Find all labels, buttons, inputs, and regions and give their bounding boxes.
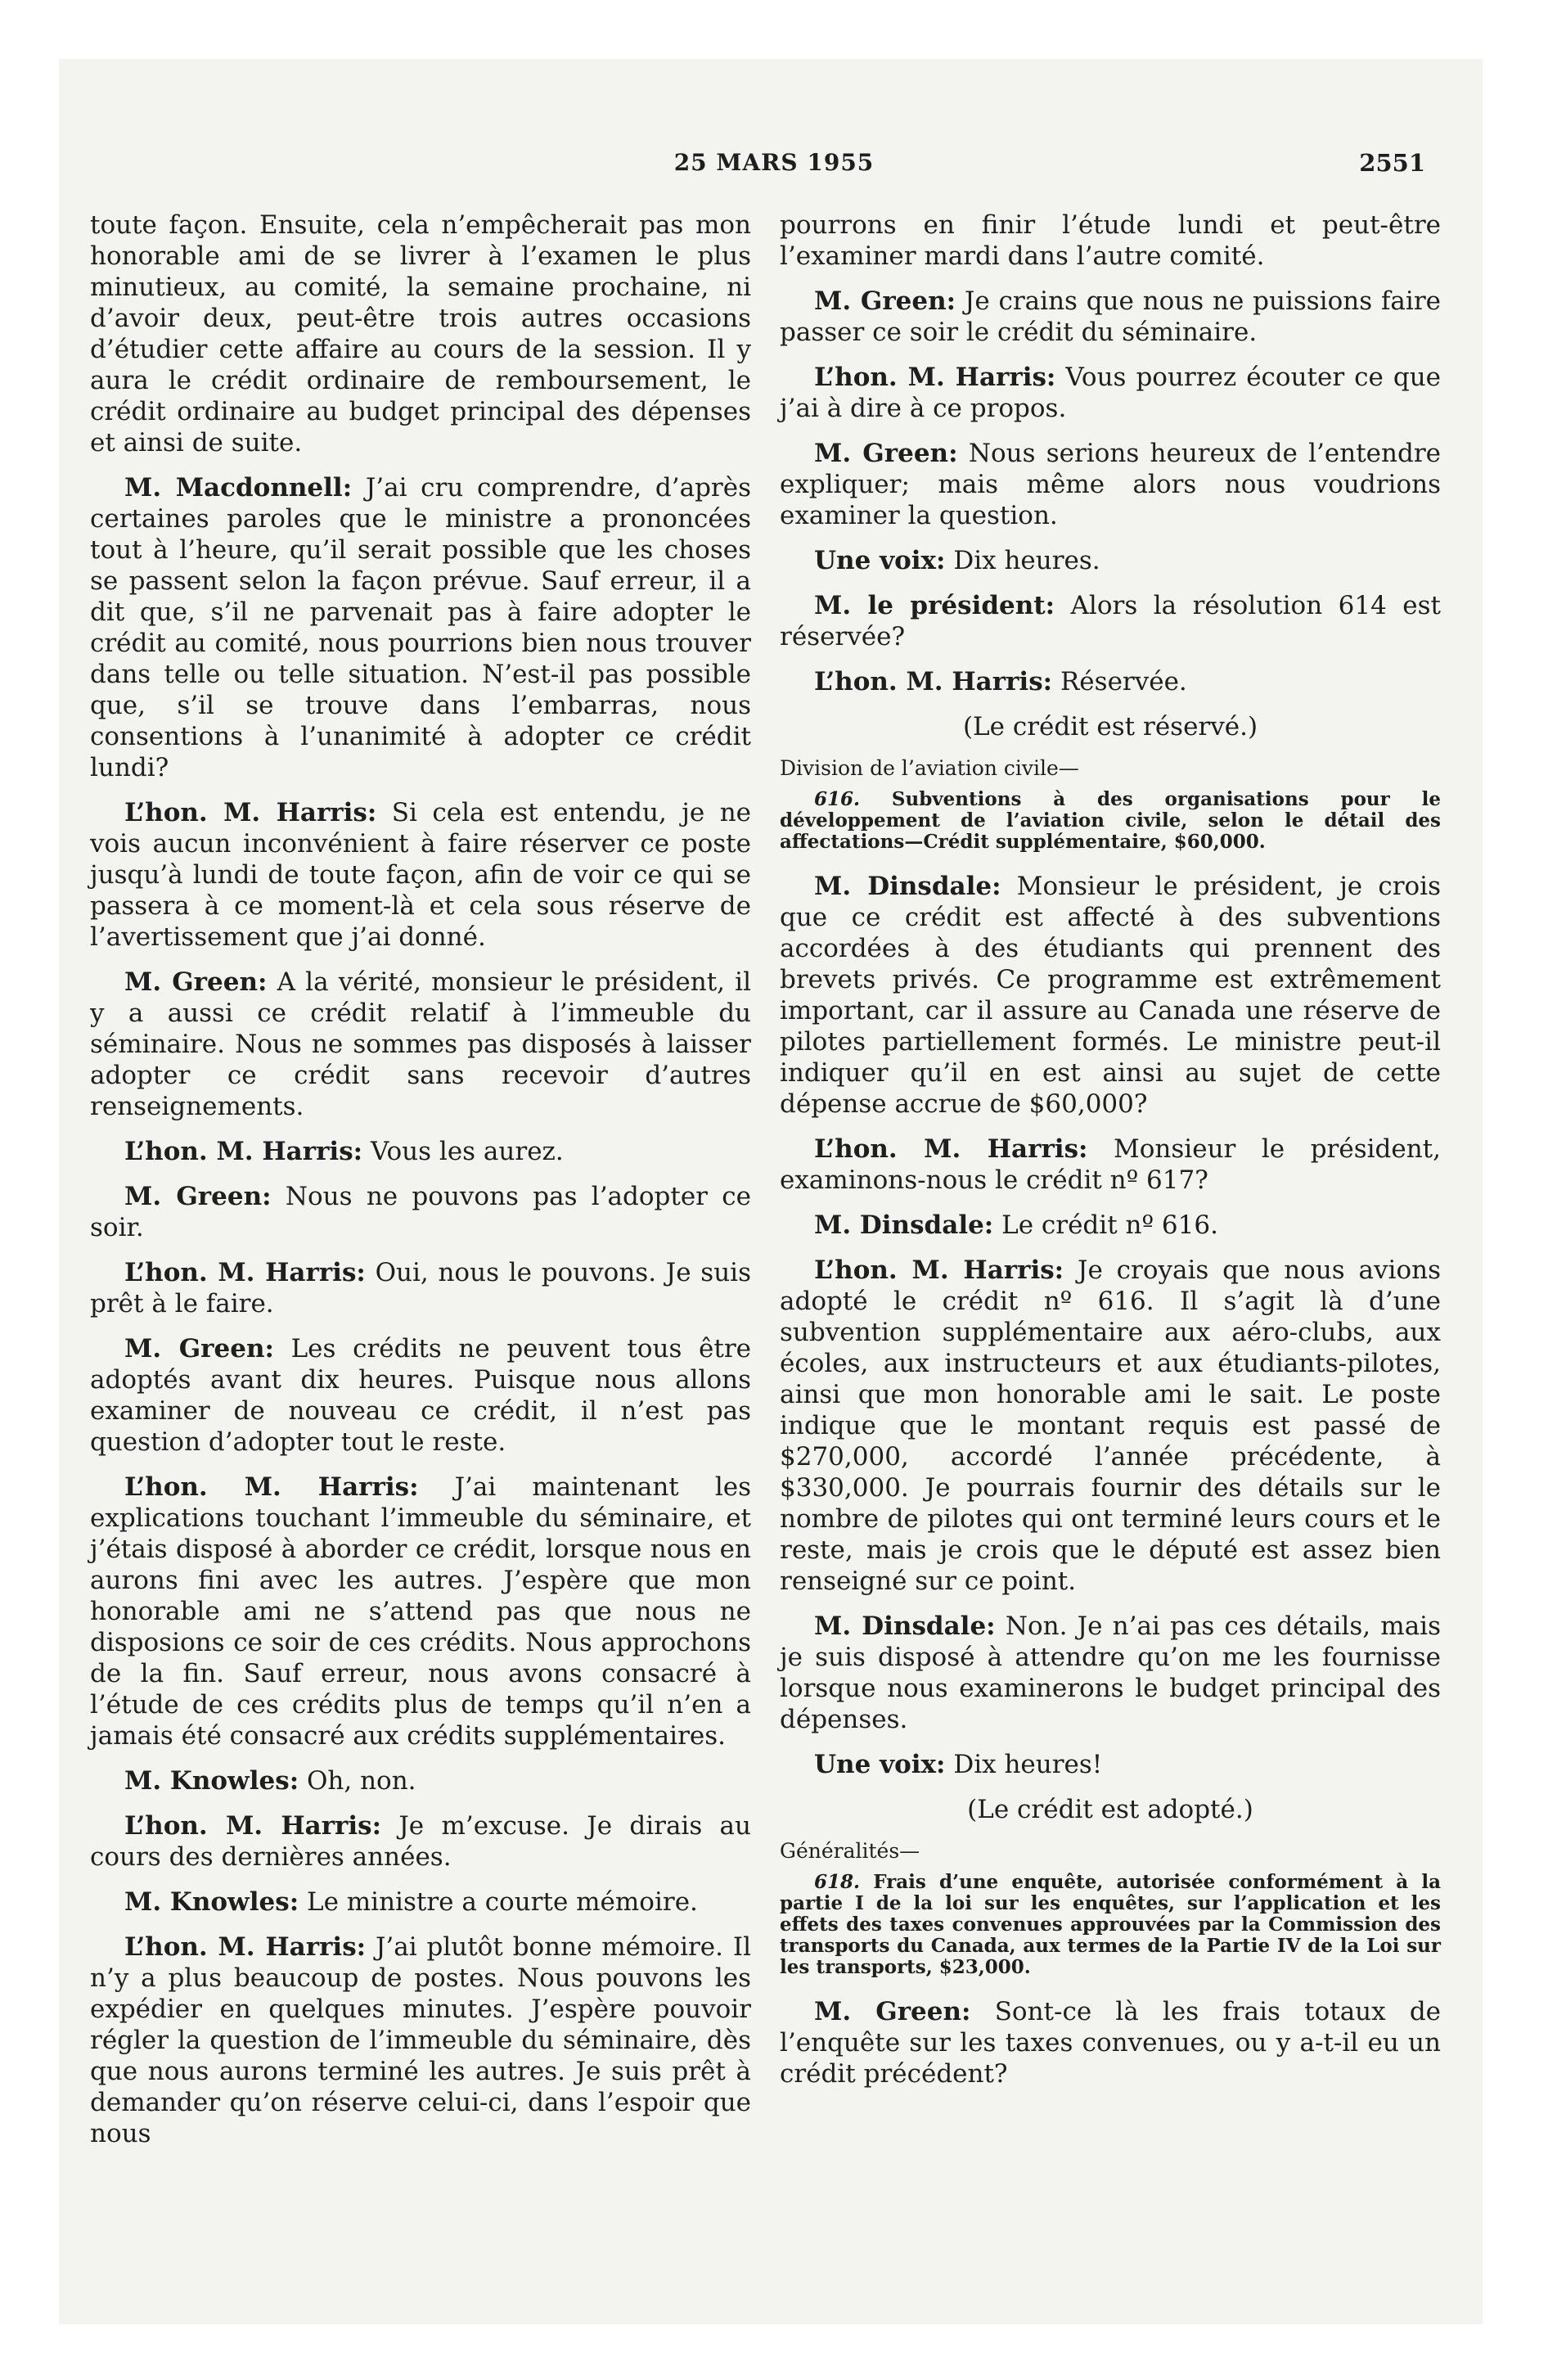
note-text: (Le crédit est adopté.) bbox=[967, 1795, 1253, 1824]
speaker-name: M. Dinsdale: bbox=[814, 1210, 994, 1240]
speech-text: Le crédit nº 616. bbox=[1001, 1210, 1218, 1240]
heading-text: Généralités— bbox=[780, 1839, 920, 1863]
speech-text: Nous ne pouvons pas l’adopter ce soir. bbox=[90, 1182, 751, 1242]
section-heading bbox=[780, 1839, 1441, 1864]
speaker-name: Une voix: bbox=[814, 546, 946, 575]
speech-paragraph bbox=[780, 666, 1441, 697]
speaker-name: M. Green: bbox=[814, 439, 958, 468]
speech-text: Vous pourrez écouter ce que j’ai à dire à ce propos. bbox=[780, 363, 1442, 423]
speech-text: Je crains que nous ne puissions faire passer ce soir le crédit du séminaire. bbox=[780, 286, 1441, 347]
speaker-name: M. Macdonnell: bbox=[124, 473, 353, 503]
speech-text: Nous serions heureux de l’entendre expliquer; mais même alors nous voudrions examiner la question. bbox=[780, 439, 1441, 530]
note-text: (Le crédit est réservé.) bbox=[962, 712, 1258, 741]
speech-paragraph bbox=[90, 797, 751, 953]
speech-text: Je croyais que nous avions adopté le crédit nº 616. Il s’agit là d’une subvention supplémentaire aux aéro-clubs, aux écoles, aux instructeurs et aux étudiants-pilotes, ainsi que mon honorable ami le sait. Le poste indique que le montant requis est passé de $270,000, accordé l’année précédente, à $330,000. Je pourrais fournir des détails sur le nombre de pilotes qui ont terminé leurs cours et le reste, mais je crois que le député est assez bien renseigné sur ce point. bbox=[780, 1255, 1442, 1596]
speaker-name: L’hon. M. Harris: bbox=[814, 667, 1053, 696]
speech-paragraph bbox=[90, 1333, 751, 1458]
speaker-name: L’hon. M. Harris: bbox=[814, 1134, 1088, 1164]
speaker-name: L’hon. M. Harris: bbox=[124, 1258, 366, 1287]
speaker-name: M. Dinsdale: bbox=[814, 872, 1001, 901]
section-heading bbox=[780, 756, 1441, 781]
speech-paragraph bbox=[780, 1996, 1441, 2089]
continued-paragraph bbox=[780, 210, 1441, 272]
speech-paragraph bbox=[780, 362, 1441, 424]
speech-paragraph bbox=[90, 967, 751, 1122]
speaker-name: L’hon. M. Harris: bbox=[124, 1811, 382, 1841]
speaker-name: L’hon. M. Harris: bbox=[124, 1472, 419, 1502]
speech-paragraph bbox=[780, 438, 1441, 531]
speech-paragraph bbox=[780, 1611, 1441, 1735]
budget-item bbox=[780, 789, 1441, 853]
speaker-name: M. Green: bbox=[124, 1182, 272, 1211]
speech-text: Alors la résolution 614 est réservée? bbox=[780, 591, 1441, 651]
speaker-name: Une voix: bbox=[814, 1750, 946, 1779]
speech-text: J’ai cru comprendre, d’après certaines paroles que le ministre a prononcées tout à l’heure, qu’il serait possible que les choses se passent selon la façon prévue. Sauf erreur, il a dit que, s’il ne parvenait pas à faire adopter le crédit au comité, nous pourrions bien nous trouver dans telle ou telle situation. N’est-il pas possible que, s’il se trouve dans l’embarras, nous consentions à l’unanimité à adopter ce crédit lundi? bbox=[90, 473, 751, 782]
speaker-name: M. Knowles: bbox=[124, 1887, 299, 1917]
speaker-name: M. Green: bbox=[814, 286, 956, 316]
item-number: 618. bbox=[814, 1871, 861, 1893]
speaker-name: M. Dinsdale: bbox=[814, 1611, 996, 1641]
speaker-name: M. Green: bbox=[814, 1997, 971, 2026]
speaker-name: M. le président: bbox=[814, 591, 1055, 620]
speech-text: Réservée. bbox=[1060, 667, 1187, 696]
speech-text: toute façon. Ensuite, cela n’empêcherait pas mon honorable ami de se livrer à l’examen le plus minutieux, au comité, la semaine prochaine, ni d’avoir deux, peut-être trois autres occasions d’étudier cette affaire au cours de la session. Il y aura le crédit ordinaire de remboursement, le crédit ordinaire au budget principal des dépenses et ainsi de suite. bbox=[90, 210, 751, 458]
item-number: 616. bbox=[814, 788, 861, 810]
speech-paragraph bbox=[90, 1765, 751, 1796]
right-column bbox=[780, 210, 1441, 2103]
speech-paragraph bbox=[90, 472, 751, 783]
speech-paragraph bbox=[90, 1257, 751, 1319]
speech-paragraph bbox=[90, 1886, 751, 1918]
speech-text: Non. Je n’ai pas ces détails, mais je suis disposé à attendre qu’on me les fournisse lorsque nous examinerons le budget principal des dépenses. bbox=[780, 1611, 1441, 1734]
speech-paragraph bbox=[780, 545, 1441, 576]
speech-text: Sont-ce là les frais totaux de l’enquête sur les taxes convenues, ou y a-t-il eu un crédit précédent? bbox=[780, 1997, 1442, 2089]
speech-text: Vous les aurez. bbox=[370, 1137, 564, 1166]
speaker-name: M. Knowles: bbox=[124, 1766, 299, 1796]
speaker-name: M. Green: bbox=[124, 967, 268, 997]
speech-paragraph bbox=[780, 590, 1441, 652]
speech-text: A la vérité, monsieur le président, il y a aussi ce crédit relatif à l’immeuble du séminaire. Nous ne sommes pas disposés à laisser adopter ce crédit sans recevoir d’autres renseignements. bbox=[90, 967, 751, 1121]
item-text: Subventions à des organisations pour le développement de l’aviation civile, selon le détail des affectations—Crédit supplémentaire, $60,000. bbox=[780, 788, 1441, 853]
item-text: Frais d’une enquête, autorisée conformément à la partie I de la loi sur les enquêtes, sur l’application et les effets des taxes convenues approuvées par la Commission des transports du Canada, aux termes de la Partie IV de la Loi sur les transports, $23,000. bbox=[780, 1871, 1441, 1978]
speaker-name: L’hon. M. Harris: bbox=[814, 1255, 1064, 1285]
speech-text: Monsieur le président, je crois que ce crédit est affecté à des subventions accordées à des étudiants qui prennent des brevets privés. Ce programme est extrêmement important, car il assure au Canada une réserve de pilotes partiellement formés. Le ministre peut-il indiquer qu’il en est ainsi au sujet de cette dépense accrue de $60,000? bbox=[780, 872, 1441, 1119]
procedural-note bbox=[780, 711, 1441, 742]
speech-paragraph bbox=[90, 1931, 751, 2149]
speech-paragraph bbox=[90, 1810, 751, 1873]
left-column bbox=[90, 210, 751, 2163]
speaker-name: L’hon. M. Harris: bbox=[124, 1932, 367, 1962]
speech-paragraph bbox=[780, 871, 1441, 1120]
speech-paragraph bbox=[780, 286, 1441, 348]
speaker-name: L’hon. M. Harris: bbox=[124, 1137, 363, 1166]
speech-text: Oui, nous le pouvons. Je suis prêt à le faire. bbox=[90, 1258, 751, 1318]
speaker-name: L’hon. M. Harris: bbox=[814, 363, 1056, 392]
speech-text: Si cela est entendu, je ne vois aucun inconvénient à faire réserver ce poste jusqu’à lundi de toute façon, afin de voir ce qui se passera à ce moment-là et cela sous réserve de l’avertissement que j’ai donné. bbox=[90, 798, 752, 952]
speech-text: Monsieur le président, examinons-nous le crédit nº 617? bbox=[780, 1134, 1441, 1195]
speech-paragraph bbox=[780, 1255, 1441, 1597]
speech-text: Dix heures. bbox=[953, 546, 1100, 575]
procedural-note bbox=[780, 1794, 1441, 1825]
page-date: 25 MARS 1955 bbox=[673, 149, 875, 176]
speech-paragraph bbox=[90, 1472, 751, 1751]
speech-text: pourrons en finir l’étude lundi et peut-être l’examiner mardi dans l’autre comité. bbox=[780, 210, 1441, 271]
speech-text: Les crédits ne peuvent tous être adoptés avant dix heures. Puisque nous allons examiner de nouveau ce crédit, il n’est pas question d’adopter tout le reste. bbox=[90, 1334, 752, 1457]
budget-item bbox=[780, 1872, 1441, 1978]
speech-paragraph bbox=[780, 1134, 1441, 1196]
speech-text: Le ministre a courte mémoire. bbox=[307, 1887, 698, 1917]
speech-paragraph bbox=[780, 1210, 1441, 1241]
speaker-name: L’hon. M. Harris: bbox=[124, 798, 377, 827]
continued-paragraph bbox=[90, 210, 751, 458]
page-header bbox=[0, 90, 1548, 177]
speech-text: Je m’excuse. Je dirais au cours des dernières années. bbox=[90, 1811, 752, 1872]
speech-text: Dix heures! bbox=[953, 1750, 1103, 1779]
speaker-name: M. Green: bbox=[124, 1334, 274, 1364]
page-number: 2551 bbox=[1359, 149, 1425, 177]
speech-text: J’ai maintenant les explications touchant l’immeuble du séminaire, et j’étais disposé à aborder ce crédit, lorsque nous en aurons fini avec les autres. J’espère que mon honorable ami ne s’attend pas que nous ne disposions ce soir de ces crédits. Nous approchons de la fin. Sauf erreur, nous avons consacré à l’étude de ces crédits plus de temps qu’il n’en a jamais été consacré aux crédits supplémentaires. bbox=[90, 1472, 751, 1751]
heading-text: Division de l’aviation civile— bbox=[780, 756, 1079, 780]
speech-paragraph bbox=[90, 1136, 751, 1167]
speech-paragraph bbox=[90, 1181, 751, 1243]
speech-paragraph bbox=[780, 1749, 1441, 1780]
speech-text: Oh, non. bbox=[307, 1766, 416, 1796]
speech-text: J’ai plutôt bonne mémoire. Il n’y a plus beaucoup de postes. Nous pouvons les expédier en quelques minutes. J’espère pouvoir régler la question de l’immeuble du séminaire, dès que nous aurons terminé les autres. Je suis prêt à demander qu’on réserve celui-ci, dans l’espoir que nous bbox=[90, 1932, 752, 2148]
